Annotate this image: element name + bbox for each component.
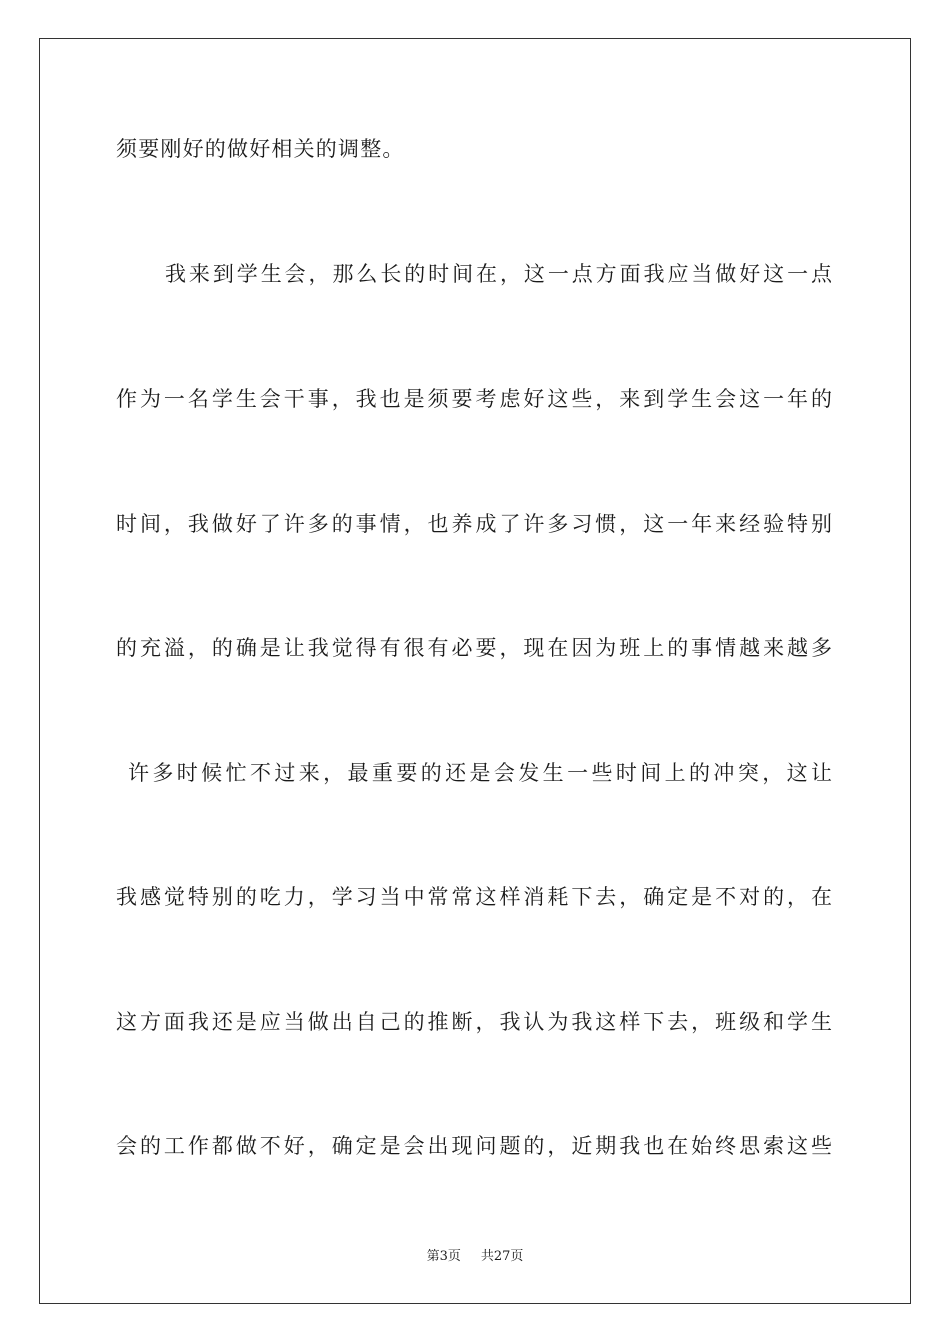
page-footer (0, 1248, 950, 1266)
body-text-line-9: 会的工作都做不好，确定是会出现问题的，近期我也在始终思索这些 (116, 1134, 832, 1158)
page-number: 第3页 (426, 1249, 461, 1264)
body-text-line-8: 这方面我还是应当做出自己的推断，我认为我这样下去，班级和学生 (116, 1010, 832, 1034)
page-total: 共27页 (480, 1249, 524, 1264)
page-border (39, 38, 911, 1304)
body-text-line-2: 我来到学生会，那么长的时间在，这一点方面我应当做好这一点 (165, 262, 832, 286)
body-text-line-3: 作为一名学生会干事，我也是须要考虑好这些，来到学生会这一年的 (116, 387, 832, 411)
body-text-line-7: 我感觉特别的吃力，学习当中常常这样消耗下去，确定是不对的，在 (116, 885, 832, 909)
body-text-line-1: 须要刚好的做好相关的调整。 (116, 137, 405, 161)
body-text-line-5: 的充溢，的确是让我觉得有很有必要，现在因为班上的事情越来越多 (116, 636, 832, 660)
body-text-line-4: 时间，我做好了许多的事情，也养成了许多习惯，这一年来经验特别 (116, 512, 832, 536)
body-text-line-6: 许多时候忙不过来，最重要的还是会发生一些时间上的冲突，这让 (128, 761, 832, 785)
